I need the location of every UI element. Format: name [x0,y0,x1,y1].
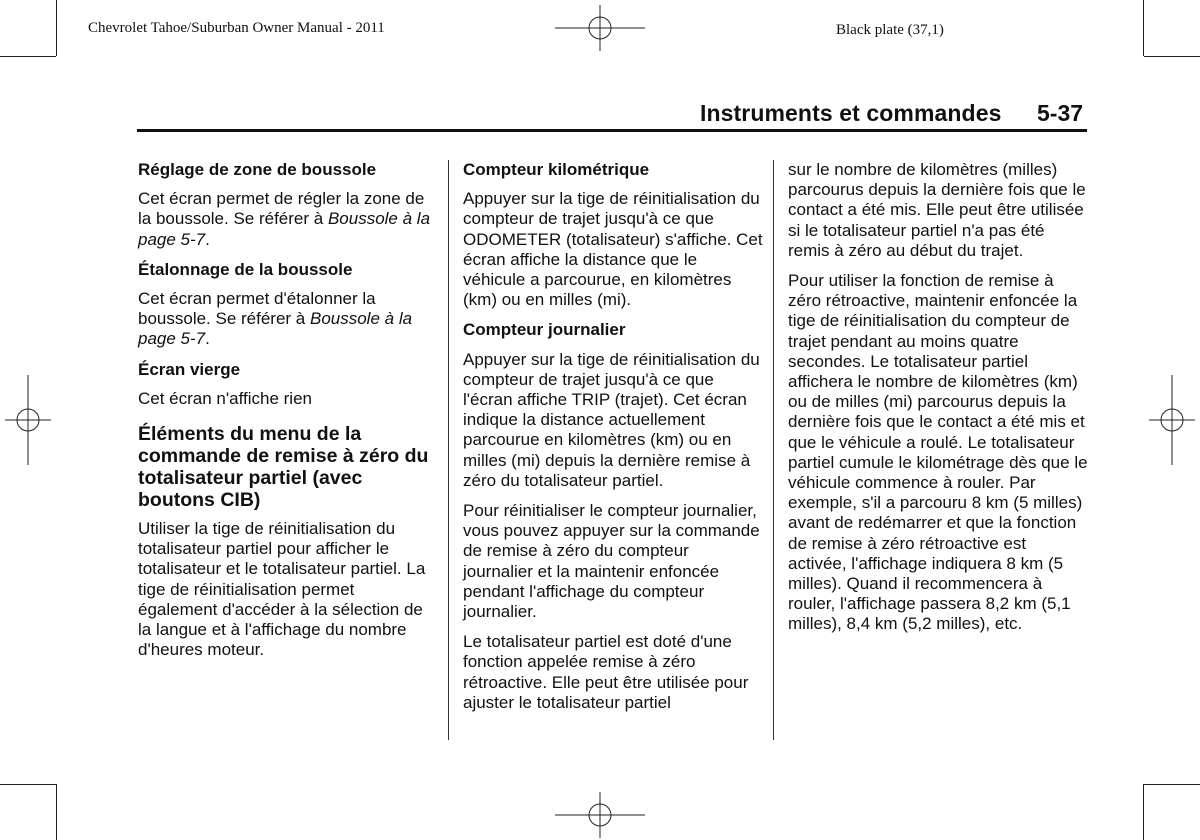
heading-blank-screen: Écran vierge [138,359,241,379]
column-divider [773,160,774,740]
paragraph-blank-screen: Cet écran n'affiche rien [138,388,312,408]
column-3 [788,160,1088,645]
plate-label: Black plate (37,1) [836,22,944,38]
column-2 [463,160,763,723]
column-divider [448,160,449,740]
heading-trip-odometer: Compteur journalier [463,320,626,340]
section-title: Instruments et commandes [700,100,1002,126]
registration-mark-top [555,5,645,51]
xref-compass[interactable]: Boussole à la page 5-7 [138,309,413,349]
registration-mark-right [1149,375,1195,465]
page-number: 5-37 [1037,100,1084,126]
heading-compass-calibration: Étalonnage de la boussole [138,259,353,279]
paragraph-compass-calibration: Cet écran permet d'étalonner la boussole. Se référer à Boussole à la page 5-7. [138,289,413,349]
column-1 [138,160,438,670]
header-rule [137,129,1087,132]
manual-title: Chevrolet Tahoe/Suburban Owner Manual - 2011 [88,20,385,36]
paragraph-trip-1: Appuyer sur la tige de réinitialisation du compteur de trajet jusqu'à ce que l'écran affiche TRIP (trajet). Cet écran indique la distance actuellement parcourue en kilomètres (km) ou en milles (mi) depuis la dernière remise à zéro du totalisateur partiel. [463,349,760,490]
xref-compass[interactable]: Boussole à la page 5-7 [138,209,431,249]
registration-mark-bottom [555,792,645,838]
paragraph-retroactive-1: sur le nombre de kilomètres (milles) parcourus depuis la dernière fois que le contact a été mis. Elle peut être utilisée si le totalisateur partiel n'a pas été remis à zéro au début du trajet. [788,160,1086,260]
heading-odometer: Compteur kilométrique [463,160,650,179]
paragraph-trip-3: Le totalisateur partiel est doté d'une fonction appelée remise à zéro rétroactive. Elle peut être utilisée pour ajuster le totalisateur partiel [463,632,749,712]
heading-reset-menu: Éléments du menu de la commande de remise à zéro du totalisateur partiel (avec boutons CIB) [138,423,429,512]
paragraph-compass-zone: Cet écran permet de régler la zone de la boussole. Se référer à Boussole à la page 5-7. [138,189,431,249]
paragraph-reset-menu: Utiliser la tige de réinitialisation du totalisateur partiel pour afficher le totalisateur et le totalisateur partiel. La tige de réinitialisation permet également d'accéder à la sélection de la langue et à l'affichage du nombre d'heures moteur. [138,519,426,660]
paragraph-trip-2: Pour réinitialiser le compteur journalier, vous pouvez appuyer sur la commande de remise à zéro du compteur journalier et la maintenir enfoncée pendant l'affichage du compteur journalier. [463,501,760,622]
paragraph-odometer: Appuyer sur la tige de réinitialisation du compteur de trajet jusqu'à ce que ODOMETER (totalisateur) s'affiche. Cet écran affiche la distance que le véhicule a parcourue, en kilomètres (km) ou en milles (mi). [463,189,763,310]
paragraph-retroactive-2: Pour utiliser la fonction de remise à zéro rétroactive, maintenir enfoncée la tige de réinitialisation du compteur de trajet pendant au moins quatre secondes. Le totalisateur partiel affichera le nombre de kilomètres (km) ou de milles (mi) parcourus depuis la dernière fois que le contact a été mis et que le véhicule a roulé. Le totalisateur partiel cumule le kilométrage dès que le véhicule commence à rouler. Par exemple, s'il a parcouru 8 km (5 milles) avant de redémarrer et que la fonction de remise à zéro rétroactive est activée, l'affichage indiquera 8 km (5 milles). Quand il recommencera à rouler, l'affichage passera 8,2 km (5,1 milles), 8,4 km (5,2 milles), etc. [788,271,1088,634]
heading-compass-zone: Réglage de zone de boussole [138,160,377,179]
registration-mark-left [5,375,51,465]
